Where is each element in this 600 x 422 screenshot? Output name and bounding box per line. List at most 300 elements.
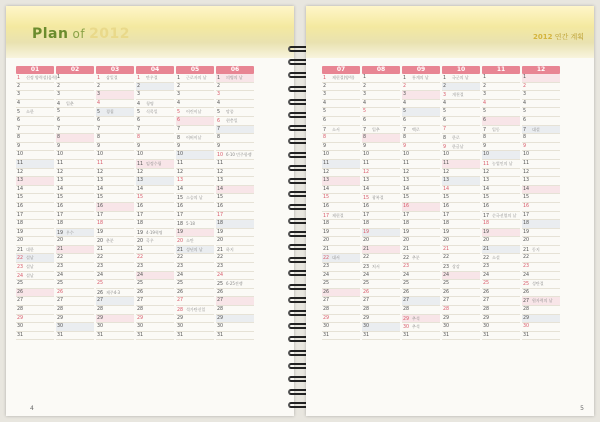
day-cell[interactable]: [56, 83, 94, 92]
day-cell[interactable]: [442, 280, 480, 289]
day-cell[interactable]: [216, 83, 254, 92]
day-cell[interactable]: [362, 297, 400, 306]
day-cell[interactable]: [322, 280, 360, 289]
day-cell[interactable]: [216, 220, 254, 229]
day-cell[interactable]: [522, 134, 560, 143]
day-cell[interactable]: [442, 177, 480, 186]
day-cell[interactable]: [56, 134, 94, 143]
day-cell[interactable]: [322, 194, 360, 203]
day-cell[interactable]: [136, 203, 174, 212]
day-cell[interactable]: [176, 280, 214, 289]
day-cell[interactable]: [96, 237, 134, 246]
day-cell[interactable]: [16, 246, 54, 255]
day-cell[interactable]: [522, 177, 560, 186]
day-cell[interactable]: [216, 229, 254, 238]
day-cell[interactable]: [96, 280, 134, 289]
day-cell[interactable]: [176, 297, 214, 306]
day-cell[interactable]: [362, 74, 400, 83]
day-cell[interactable]: [442, 306, 480, 315]
day-cell[interactable]: [176, 212, 214, 221]
day-cell[interactable]: [56, 108, 94, 117]
day-cell[interactable]: [96, 254, 134, 263]
day-cell[interactable]: [96, 117, 134, 126]
day-cell[interactable]: [96, 108, 134, 117]
day-cell[interactable]: [322, 289, 360, 298]
day-cell[interactable]: [176, 100, 214, 109]
day-cell[interactable]: [482, 151, 520, 160]
day-cell[interactable]: [56, 151, 94, 160]
day-cell[interactable]: [362, 83, 400, 92]
day-cell[interactable]: [442, 169, 480, 178]
day-cell[interactable]: [216, 151, 254, 160]
day-cell[interactable]: [322, 177, 360, 186]
day-cell[interactable]: [176, 126, 214, 135]
day-cell[interactable]: [442, 289, 480, 298]
day-cell[interactable]: [522, 126, 560, 135]
day-cell[interactable]: [322, 254, 360, 263]
day-cell[interactable]: [176, 91, 214, 100]
day-cell[interactable]: [136, 237, 174, 246]
day-cell[interactable]: [16, 83, 54, 92]
day-cell[interactable]: [362, 177, 400, 186]
day-cell[interactable]: [216, 186, 254, 195]
day-cell[interactable]: [16, 332, 54, 341]
day-cell[interactable]: [16, 143, 54, 152]
day-cell[interactable]: [56, 297, 94, 306]
day-cell[interactable]: [522, 229, 560, 238]
day-cell[interactable]: [136, 117, 174, 126]
day-cell[interactable]: [96, 160, 134, 169]
day-cell[interactable]: [136, 160, 174, 169]
day-cell[interactable]: [96, 169, 134, 178]
day-cell[interactable]: [16, 151, 54, 160]
day-cell[interactable]: [482, 117, 520, 126]
day-cell[interactable]: [96, 143, 134, 152]
day-cell[interactable]: [442, 108, 480, 117]
day-cell[interactable]: [482, 212, 520, 221]
day-cell[interactable]: [402, 117, 440, 126]
day-cell[interactable]: [216, 108, 254, 117]
day-cell[interactable]: [216, 143, 254, 152]
day-cell[interactable]: [402, 323, 440, 332]
day-cell[interactable]: [136, 126, 174, 135]
day-cell[interactable]: [442, 186, 480, 195]
day-cell[interactable]: [322, 297, 360, 306]
day-cell[interactable]: [176, 332, 214, 341]
day-cell[interactable]: [216, 74, 254, 83]
day-cell[interactable]: [96, 151, 134, 160]
day-cell[interactable]: [442, 194, 480, 203]
day-cell[interactable]: [176, 272, 214, 281]
day-cell[interactable]: [482, 332, 520, 341]
day-cell[interactable]: [56, 237, 94, 246]
day-cell[interactable]: [16, 134, 54, 143]
day-cell[interactable]: [482, 83, 520, 92]
day-cell[interactable]: [362, 160, 400, 169]
day-cell[interactable]: [56, 289, 94, 298]
day-cell[interactable]: [362, 117, 400, 126]
day-cell[interactable]: [402, 306, 440, 315]
day-cell[interactable]: [442, 117, 480, 126]
day-cell[interactable]: [322, 332, 360, 341]
day-cell[interactable]: [522, 280, 560, 289]
day-cell[interactable]: [96, 332, 134, 341]
day-cell[interactable]: [136, 280, 174, 289]
day-cell[interactable]: [96, 246, 134, 255]
day-cell[interactable]: [16, 177, 54, 186]
day-cell[interactable]: [482, 263, 520, 272]
day-cell[interactable]: [216, 134, 254, 143]
day-cell[interactable]: [402, 194, 440, 203]
day-cell[interactable]: [136, 297, 174, 306]
day-cell[interactable]: [56, 246, 94, 255]
day-cell[interactable]: [136, 212, 174, 221]
day-cell[interactable]: [16, 220, 54, 229]
day-cell[interactable]: [322, 126, 360, 135]
day-cell[interactable]: [96, 272, 134, 281]
day-cell[interactable]: [176, 323, 214, 332]
day-cell[interactable]: [216, 315, 254, 324]
day-cell[interactable]: [482, 237, 520, 246]
day-cell[interactable]: [482, 194, 520, 203]
day-cell[interactable]: [442, 254, 480, 263]
day-cell[interactable]: [322, 203, 360, 212]
day-cell[interactable]: [402, 83, 440, 92]
day-cell[interactable]: [362, 315, 400, 324]
day-cell[interactable]: [216, 100, 254, 109]
day-cell[interactable]: [56, 306, 94, 315]
day-cell[interactable]: [362, 212, 400, 221]
day-cell[interactable]: [402, 203, 440, 212]
day-cell[interactable]: [16, 169, 54, 178]
day-cell[interactable]: [136, 254, 174, 263]
day-cell[interactable]: [482, 186, 520, 195]
day-cell[interactable]: [402, 272, 440, 281]
day-cell[interactable]: [482, 272, 520, 281]
day-cell[interactable]: [402, 100, 440, 109]
day-cell[interactable]: [176, 315, 214, 324]
day-cell[interactable]: [362, 332, 400, 341]
day-cell[interactable]: [442, 160, 480, 169]
day-cell[interactable]: [442, 74, 480, 83]
day-cell[interactable]: [176, 186, 214, 195]
day-cell[interactable]: [56, 100, 94, 109]
day-cell[interactable]: [482, 143, 520, 152]
day-cell[interactable]: [216, 297, 254, 306]
day-cell[interactable]: [402, 229, 440, 238]
day-cell[interactable]: [362, 143, 400, 152]
day-cell[interactable]: [522, 100, 560, 109]
day-cell[interactable]: [522, 297, 560, 306]
day-cell[interactable]: [362, 186, 400, 195]
day-cell[interactable]: [176, 83, 214, 92]
day-cell[interactable]: [16, 203, 54, 212]
day-cell[interactable]: [56, 212, 94, 221]
day-cell[interactable]: [56, 323, 94, 332]
day-cell[interactable]: [16, 186, 54, 195]
day-cell[interactable]: [442, 332, 480, 341]
day-cell[interactable]: [402, 177, 440, 186]
day-cell[interactable]: [402, 254, 440, 263]
day-cell[interactable]: [96, 212, 134, 221]
day-cell[interactable]: [322, 108, 360, 117]
day-cell[interactable]: [522, 272, 560, 281]
day-cell[interactable]: [176, 74, 214, 83]
day-cell[interactable]: [216, 194, 254, 203]
day-cell[interactable]: [56, 254, 94, 263]
day-cell[interactable]: [96, 263, 134, 272]
day-cell[interactable]: [322, 306, 360, 315]
day-cell[interactable]: [362, 100, 400, 109]
day-cell[interactable]: [402, 160, 440, 169]
day-cell[interactable]: [216, 117, 254, 126]
day-cell[interactable]: [522, 160, 560, 169]
day-cell[interactable]: [442, 237, 480, 246]
day-cell[interactable]: [322, 263, 360, 272]
day-cell[interactable]: [522, 315, 560, 324]
day-cell[interactable]: [176, 169, 214, 178]
day-cell[interactable]: [176, 254, 214, 263]
day-cell[interactable]: [16, 280, 54, 289]
day-cell[interactable]: [56, 263, 94, 272]
day-cell[interactable]: [16, 306, 54, 315]
day-cell[interactable]: [482, 100, 520, 109]
day-cell[interactable]: [442, 143, 480, 152]
day-cell[interactable]: [402, 289, 440, 298]
day-cell[interactable]: [402, 134, 440, 143]
day-cell[interactable]: [216, 177, 254, 186]
day-cell[interactable]: [136, 134, 174, 143]
day-cell[interactable]: [362, 91, 400, 100]
day-cell[interactable]: [322, 143, 360, 152]
day-cell[interactable]: [322, 323, 360, 332]
day-cell[interactable]: [362, 280, 400, 289]
day-cell[interactable]: [136, 177, 174, 186]
day-cell[interactable]: [216, 160, 254, 169]
day-cell[interactable]: [322, 91, 360, 100]
day-cell[interactable]: [16, 212, 54, 221]
day-cell[interactable]: [16, 194, 54, 203]
day-cell[interactable]: [216, 237, 254, 246]
day-cell[interactable]: [402, 263, 440, 272]
day-cell[interactable]: [362, 169, 400, 178]
day-cell[interactable]: [136, 108, 174, 117]
day-cell[interactable]: [96, 100, 134, 109]
day-cell[interactable]: [176, 134, 214, 143]
day-cell[interactable]: [402, 108, 440, 117]
day-cell[interactable]: [482, 108, 520, 117]
day-cell[interactable]: [522, 332, 560, 341]
day-cell[interactable]: [136, 151, 174, 160]
day-cell[interactable]: [136, 229, 174, 238]
day-cell[interactable]: [216, 263, 254, 272]
day-cell[interactable]: [56, 117, 94, 126]
day-cell[interactable]: [136, 272, 174, 281]
day-cell[interactable]: [362, 134, 400, 143]
day-cell[interactable]: [522, 203, 560, 212]
day-cell[interactable]: [176, 143, 214, 152]
day-cell[interactable]: [16, 254, 54, 263]
day-cell[interactable]: [322, 186, 360, 195]
day-cell[interactable]: [136, 143, 174, 152]
day-cell[interactable]: [482, 169, 520, 178]
day-cell[interactable]: [482, 126, 520, 135]
day-cell[interactable]: [402, 297, 440, 306]
day-cell[interactable]: [482, 289, 520, 298]
day-cell[interactable]: [216, 272, 254, 281]
day-cell[interactable]: [522, 83, 560, 92]
day-cell[interactable]: [522, 186, 560, 195]
day-cell[interactable]: [362, 126, 400, 135]
day-cell[interactable]: [402, 280, 440, 289]
day-cell[interactable]: [322, 272, 360, 281]
day-cell[interactable]: [362, 246, 400, 255]
day-cell[interactable]: [442, 246, 480, 255]
day-cell[interactable]: [216, 306, 254, 315]
day-cell[interactable]: [56, 332, 94, 341]
day-cell[interactable]: [176, 306, 214, 315]
day-cell[interactable]: [176, 246, 214, 255]
day-cell[interactable]: [16, 126, 54, 135]
day-cell[interactable]: [16, 272, 54, 281]
day-cell[interactable]: [136, 169, 174, 178]
day-cell[interactable]: [16, 229, 54, 238]
day-cell[interactable]: [442, 100, 480, 109]
day-cell[interactable]: [136, 332, 174, 341]
day-cell[interactable]: [96, 177, 134, 186]
day-cell[interactable]: [176, 263, 214, 272]
day-cell[interactable]: [402, 212, 440, 221]
day-cell[interactable]: [482, 177, 520, 186]
day-cell[interactable]: [362, 194, 400, 203]
day-cell[interactable]: [56, 91, 94, 100]
day-cell[interactable]: [216, 212, 254, 221]
day-cell[interactable]: [482, 229, 520, 238]
day-cell[interactable]: [322, 237, 360, 246]
day-cell[interactable]: [16, 91, 54, 100]
day-cell[interactable]: [442, 297, 480, 306]
day-cell[interactable]: [322, 315, 360, 324]
day-cell[interactable]: [96, 186, 134, 195]
day-cell[interactable]: [322, 220, 360, 229]
day-cell[interactable]: [362, 254, 400, 263]
day-cell[interactable]: [176, 160, 214, 169]
day-cell[interactable]: [16, 100, 54, 109]
day-cell[interactable]: [402, 237, 440, 246]
day-cell[interactable]: [56, 203, 94, 212]
day-cell[interactable]: [522, 246, 560, 255]
day-cell[interactable]: [362, 203, 400, 212]
day-cell[interactable]: [176, 177, 214, 186]
day-cell[interactable]: [136, 306, 174, 315]
day-cell[interactable]: [56, 280, 94, 289]
day-cell[interactable]: [482, 220, 520, 229]
day-cell[interactable]: [96, 297, 134, 306]
day-cell[interactable]: [402, 151, 440, 160]
day-cell[interactable]: [16, 297, 54, 306]
day-cell[interactable]: [136, 194, 174, 203]
day-cell[interactable]: [362, 272, 400, 281]
day-cell[interactable]: [442, 203, 480, 212]
day-cell[interactable]: [362, 151, 400, 160]
day-cell[interactable]: [56, 272, 94, 281]
day-cell[interactable]: [322, 100, 360, 109]
day-cell[interactable]: [402, 332, 440, 341]
day-cell[interactable]: [522, 74, 560, 83]
day-cell[interactable]: [362, 289, 400, 298]
day-cell[interactable]: [362, 220, 400, 229]
day-cell[interactable]: [482, 323, 520, 332]
day-cell[interactable]: [176, 117, 214, 126]
day-cell[interactable]: [96, 91, 134, 100]
day-cell[interactable]: [522, 91, 560, 100]
day-cell[interactable]: [96, 134, 134, 143]
day-cell[interactable]: [216, 254, 254, 263]
day-cell[interactable]: [176, 108, 214, 117]
day-cell[interactable]: [216, 203, 254, 212]
day-cell[interactable]: [96, 74, 134, 83]
day-cell[interactable]: [322, 151, 360, 160]
day-cell[interactable]: [522, 117, 560, 126]
day-cell[interactable]: [176, 229, 214, 238]
day-cell[interactable]: [136, 263, 174, 272]
day-cell[interactable]: [56, 126, 94, 135]
day-cell[interactable]: [522, 306, 560, 315]
day-cell[interactable]: [56, 220, 94, 229]
day-cell[interactable]: [442, 315, 480, 324]
day-cell[interactable]: [482, 160, 520, 169]
day-cell[interactable]: [16, 289, 54, 298]
day-cell[interactable]: [402, 74, 440, 83]
day-cell[interactable]: [216, 126, 254, 135]
day-cell[interactable]: [96, 126, 134, 135]
day-cell[interactable]: [56, 169, 94, 178]
day-cell[interactable]: [442, 151, 480, 160]
day-cell[interactable]: [136, 83, 174, 92]
day-cell[interactable]: [482, 134, 520, 143]
day-cell[interactable]: [216, 332, 254, 341]
day-cell[interactable]: [362, 229, 400, 238]
day-cell[interactable]: [522, 289, 560, 298]
day-cell[interactable]: [442, 272, 480, 281]
day-cell[interactable]: [482, 203, 520, 212]
day-cell[interactable]: [362, 108, 400, 117]
day-cell[interactable]: [136, 74, 174, 83]
day-cell[interactable]: [322, 212, 360, 221]
day-cell[interactable]: [176, 289, 214, 298]
day-cell[interactable]: [482, 297, 520, 306]
day-cell[interactable]: [442, 134, 480, 143]
day-cell[interactable]: [362, 323, 400, 332]
day-cell[interactable]: [136, 246, 174, 255]
day-cell[interactable]: [322, 117, 360, 126]
day-cell[interactable]: [442, 126, 480, 135]
day-cell[interactable]: [136, 100, 174, 109]
day-cell[interactable]: [322, 169, 360, 178]
day-cell[interactable]: [442, 212, 480, 221]
day-cell[interactable]: [56, 74, 94, 83]
day-cell[interactable]: [96, 306, 134, 315]
day-cell[interactable]: [216, 280, 254, 289]
day-cell[interactable]: [56, 315, 94, 324]
day-cell[interactable]: [442, 263, 480, 272]
day-cell[interactable]: [522, 237, 560, 246]
day-cell[interactable]: [482, 306, 520, 315]
day-cell[interactable]: [522, 194, 560, 203]
day-cell[interactable]: [16, 263, 54, 272]
day-cell[interactable]: [322, 160, 360, 169]
day-cell[interactable]: [482, 280, 520, 289]
